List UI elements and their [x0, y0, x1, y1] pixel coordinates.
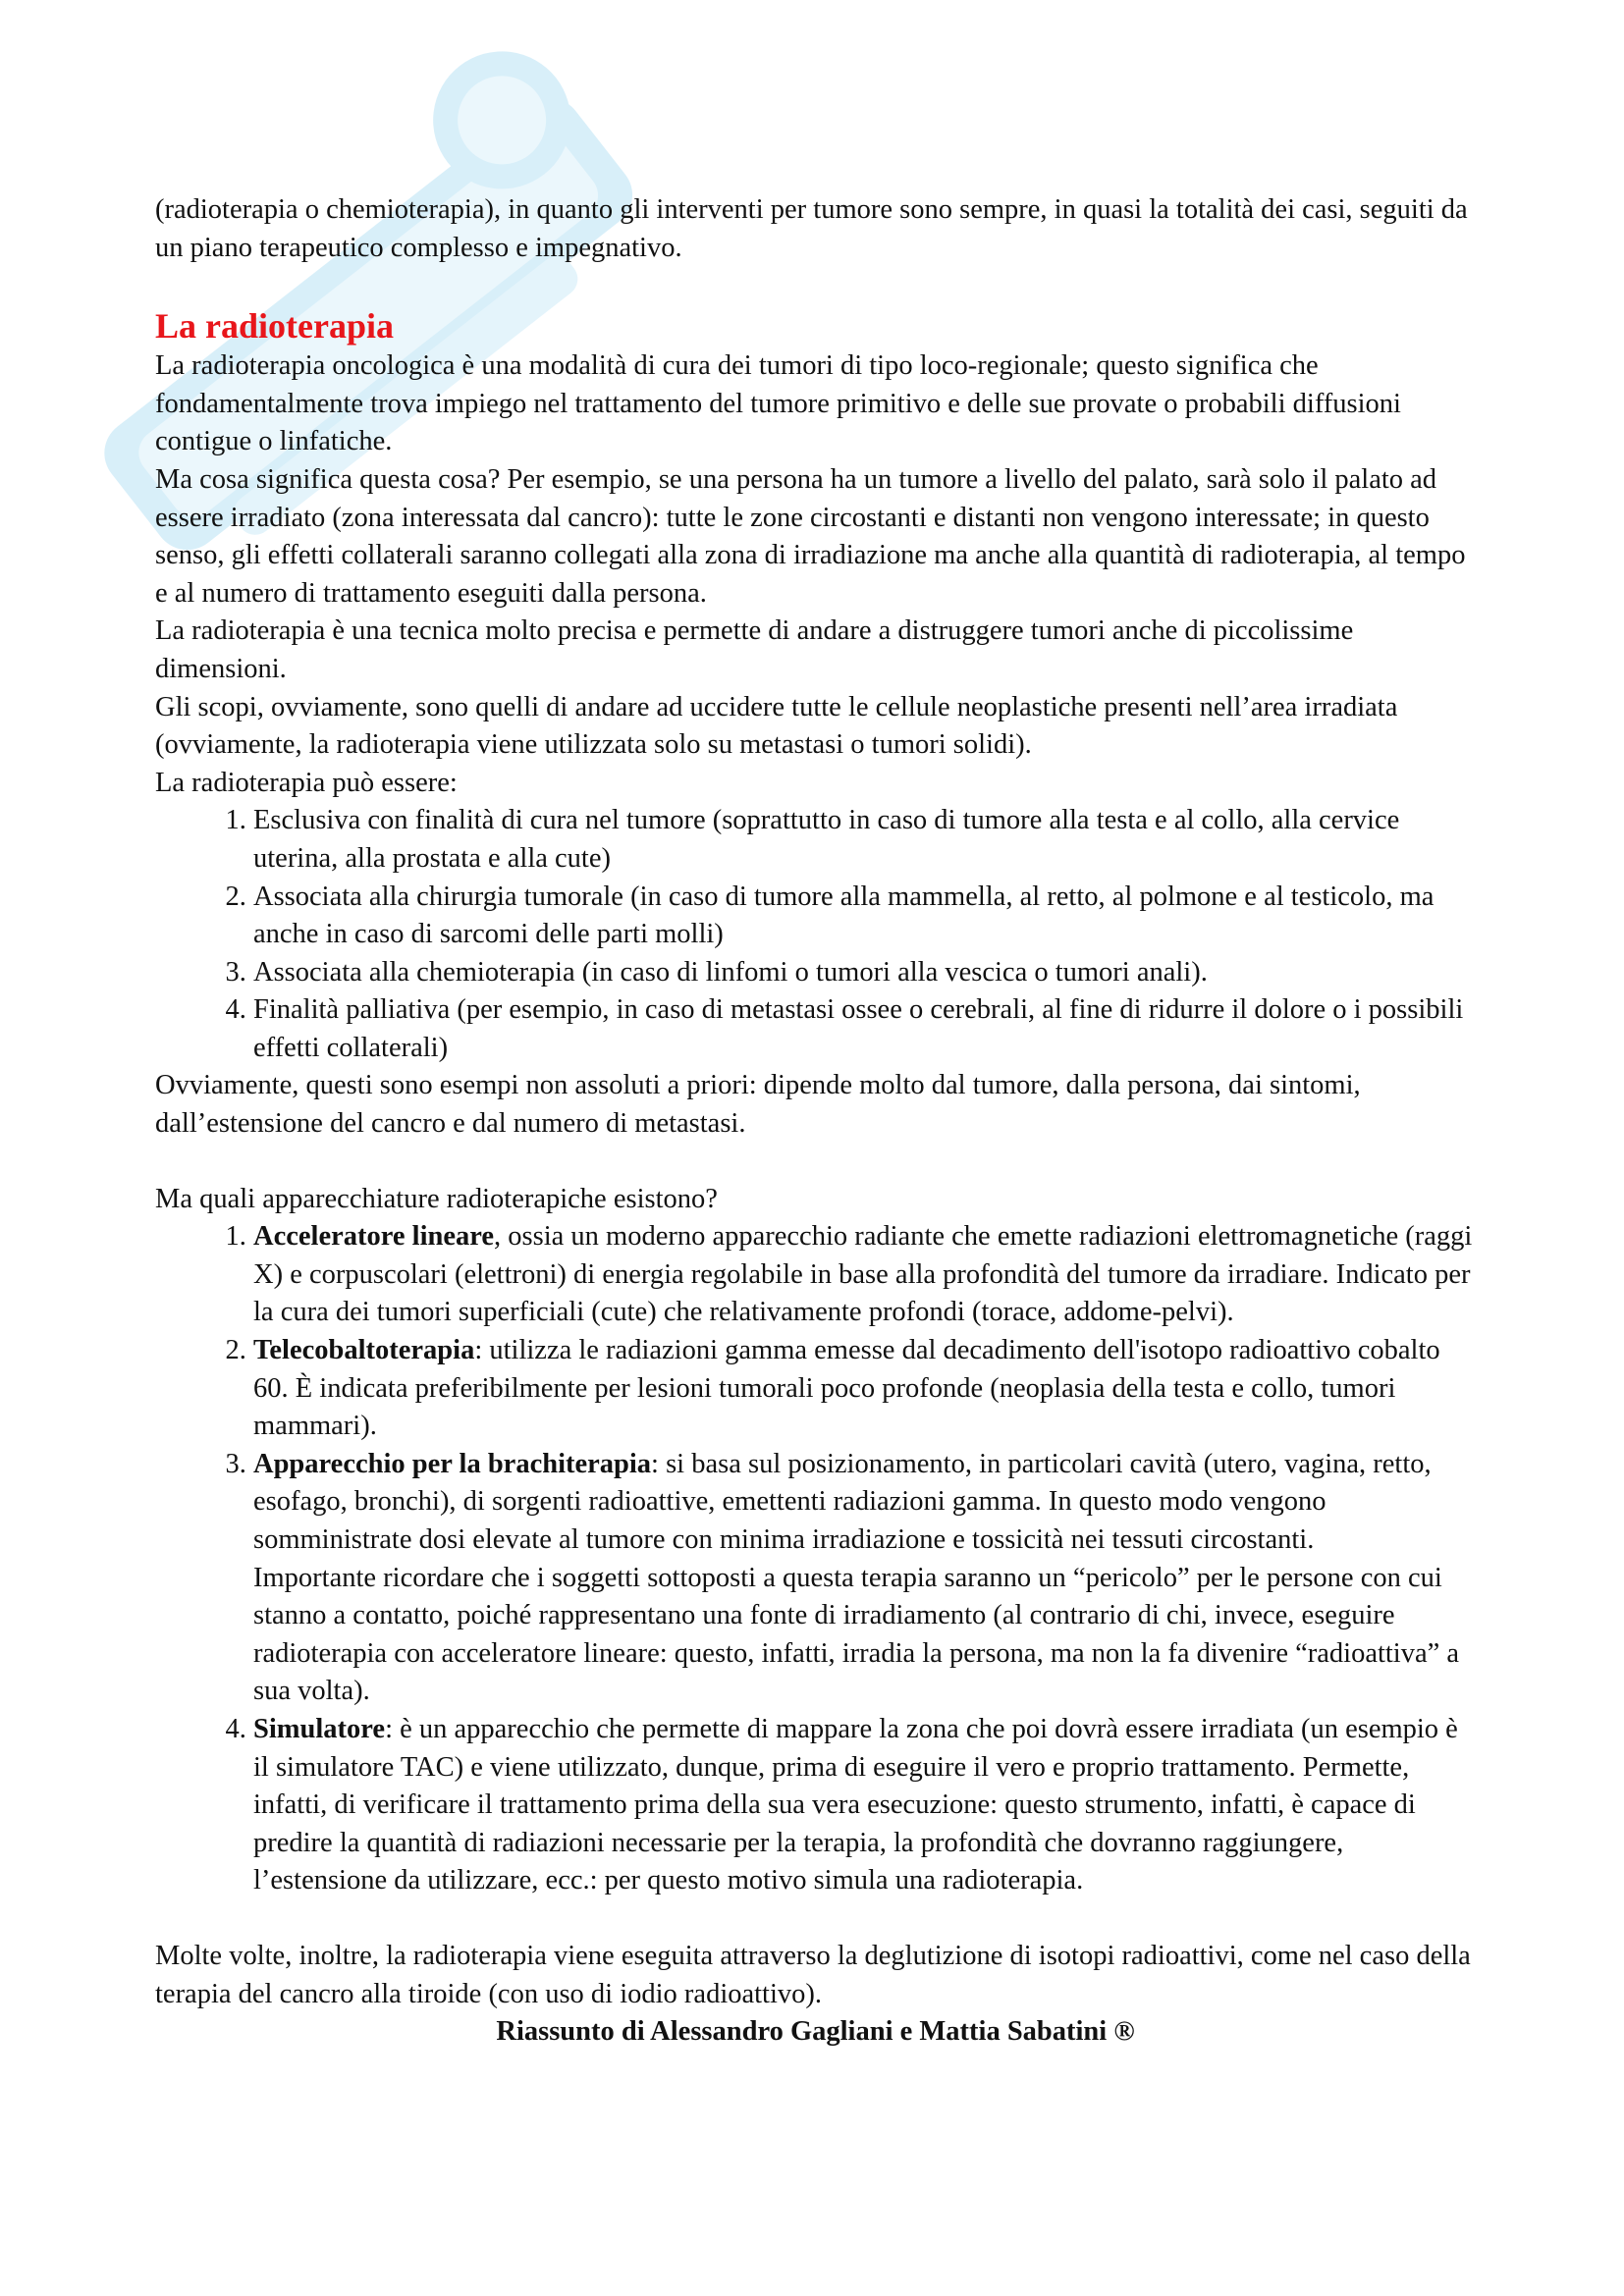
paragraph-types-intro: La radioterapia può essere:: [155, 767, 458, 798]
list-item: 2. Associata alla chirurgia tumorale (in caso di tumore alla mammella, al retto, al polmone e al testicolo, ma anche in caso di sarcomi delle parti molli): [253, 879, 1476, 954]
term-description: , ossia un moderno apparecchio radiante che emette radiazioni elettromagnetiche (raggi X) e corpuscolari (elettroni) di energia regolabile in base alla profondità del tumore da irradiare. Indicato per la cura dei tumori superficiali (cute) che relativamente profondi (torace, addome-pelvi).: [253, 1221, 1473, 1328]
paragraph-caveat: Ovviamente, questi sono esempi non assoluti a priori: dipende molto dal tumore, dalla persona, dai sintomi, dall’estensione del cancro e dal numero di metastasi.: [155, 1070, 1361, 1140]
paragraph-definition: La radioterapia oncologica è una modalità di cura dei tumori di tipo loco-regionale; questo significa che fondamentalmente trova impiego nel trattamento del tumore primitivo e delle sue provate o probabili diffusioni contigue o linfatiche.: [155, 350, 1401, 457]
term-note: Importante ricordare che i soggetti sottoposti a questa terapia saranno un “pericolo” per le persone con cui stanno a contatto, poiché rappresentano una fonte di irradiamento (al contrario di chi, invece, eseguire radioterapia con acceleratore lineare: questo, infatti, irradia la persona, ma non la fa divenire “radioattiva” a sua volta).: [253, 1562, 1460, 1707]
list-item: 1. Esclusiva con finalità di cura nel tumore (soprattutto in caso di tumore alla testa e al collo, alla cervice uterina, alla prostata e alla cute): [253, 802, 1476, 878]
term-telecobalt: Telecobaltoterapia: [253, 1335, 475, 1366]
term-description: : è un apparecchio che permette di mappare la zona che poi dovrà essere irradiata (un esempio è il simulatore TAC) e viene utilizzato, dunque, prima di eseguire il vero e proprio trattamento. Permette, infatti, di verificare il trattamento prima della sua vera esecuzione: questo strumento, infatti, è capace di predire la quantità di radiazioni necessarie per la terapia, la profondità che dovranno raggiungere, l’estensione da utilizzare, ecc.: per questo motivo simula una radioterapia.: [253, 1713, 1458, 1896]
list-item: [253, 1218, 1476, 1332]
intro-paragraph: (radioterapia o chemioterapia), in quanto gli interventi per tumore sono sempre, in quasi la totalità dei casi, seguiti da un piano terapeutico complesso e impegnativo.: [155, 194, 1468, 263]
paragraph-equipment-question: Ma quali apparecchiature radioterapiche esistono?: [155, 1183, 718, 1214]
section-title: La radioterapia: [155, 306, 394, 347]
equipment-list: [155, 1218, 1476, 1900]
term-simulator: Simulatore: [253, 1713, 386, 1744]
term-brachytherapy: Apparecchio per la brachiterapia: [253, 1448, 652, 1479]
list-item: [253, 1446, 1476, 1711]
footer-credit: Riassunto di Alessandro Gagliani e Mattia Sabatini ®: [496, 2016, 1135, 2048]
term-description: : utilizza le radiazioni gamma emesse dal decadimento dell'isotopo radioattivo cobalto 60. È indicata preferibilmente per lesioni tumorali poco profonde (neoplasia della testa e collo, tumori mammari).: [253, 1335, 1440, 1442]
list-item: 3. Associata alla chemioterapia (in caso di linfomi o tumori alla vescica o tumori anali).: [253, 954, 1476, 992]
list-item: [253, 1711, 1476, 1900]
term-description: : si basa sul posizionamento, in particolari cavità (utero, vagina, retto, esofago, bronchi), di sorgenti radioattive, emettenti radiazioni gamma. In questo modo vengono somministrate dosi elevate al tumore con minima irradiazione e tossicità nei tessuti circostanti.: [253, 1448, 1432, 1555]
term-linear-accelerator: Acceleratore lineare: [253, 1221, 495, 1253]
types-list: [155, 802, 1476, 1067]
paragraph-closing: Molte volte, inoltre, la radioterapia viene eseguita attraverso la deglutizione di isotopi radioattivi, come nel caso della terapia del cancro alla tiroide (con uso di iodio radioattivo).: [155, 1940, 1471, 2009]
list-item: 4. Finalità palliativa (per esempio, in caso di metastasi ossee o cerebrali, al fine di ridurre il dolore o i possibili effetti collaterali): [253, 991, 1476, 1067]
paragraph-example: Ma cosa significa questa cosa? Per esempio, se una persona ha un tumore a livello del palato, sarà solo il palato ad essere irradiato (zona interessata dal cancro): tutte le zone circostanti e distanti non vengono interessate; in questo senso, gli effetti collaterali saranno collegati alla zona di irradiazione ma anche alla quantità di radioterapia, al tempo e al numero di trattamento eseguiti dalla persona.: [155, 463, 1466, 609]
list-item: [253, 1332, 1476, 1446]
paragraph-goals: Gli scopi, ovviamente, sono quelli di andare ad uccidere tutte le cellule neoplastiche presenti nell’area irradiata (ovviamente, la radioterapia viene utilizzata solo su metastasi o tumori solidi).: [155, 691, 1398, 761]
paragraph-precision: La radioterapia è una tecnica molto precisa e permette di andare a distruggere tumori anche di piccolissime dimensioni.: [155, 615, 1354, 684]
document-page: [155, 191, 1476, 2052]
